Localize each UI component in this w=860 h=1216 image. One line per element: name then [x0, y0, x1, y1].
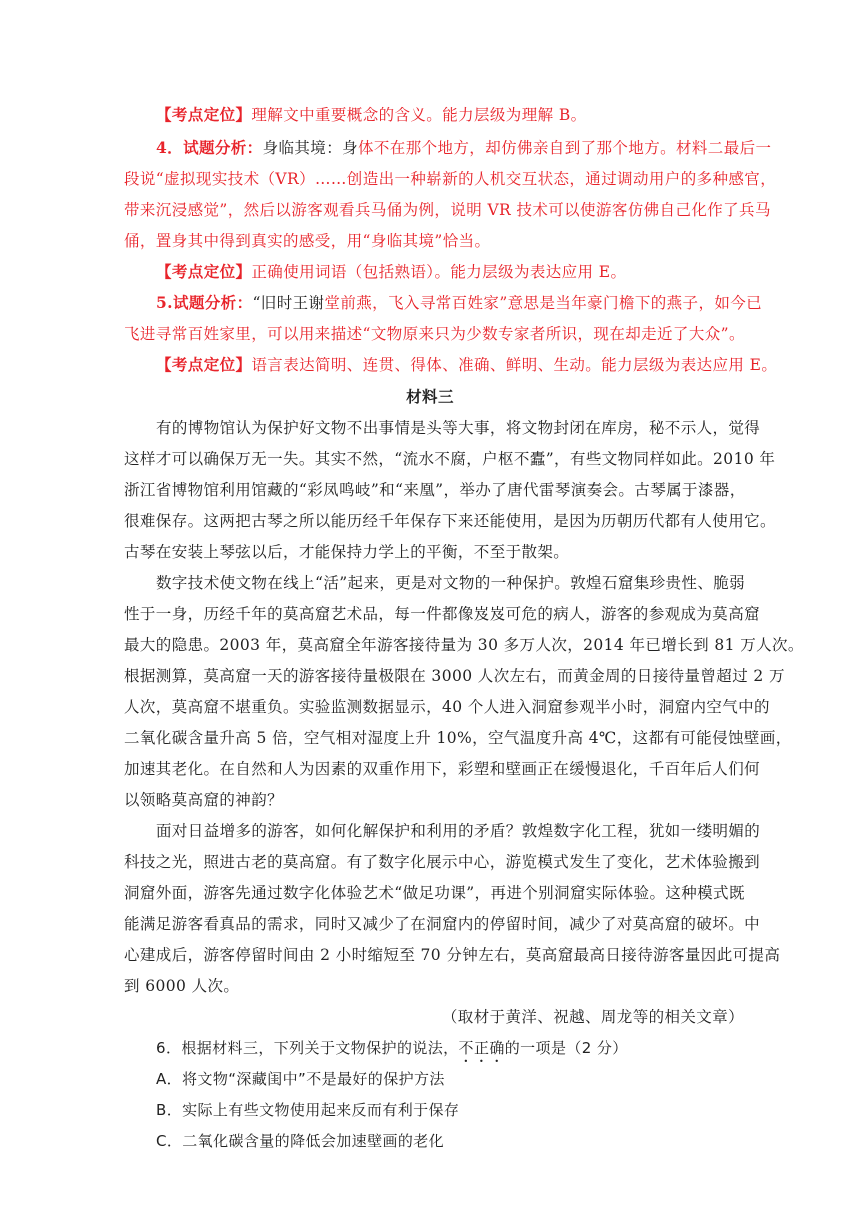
paragraph-line: 数字技术使文物在线上“活”起来，更是对文物的一种保护。敦煌石窟集珍贵性、脆弱	[156, 574, 746, 592]
option-c: C．二氧化碳含量的降低会加速壁画的老化	[156, 1132, 445, 1150]
paragraph-line: 古琴在安装上琴弦以后，才能保持力学上的平衡，不至于散架。	[124, 543, 570, 561]
kaodian-text: 理解文中重要概念的含义。能力层级为理解 B。	[251, 106, 587, 124]
paragraph-line: 加速其老化。在自然和人为因素的双重作用下，彩塑和壁画正在缓慢退化，千百年后人们何	[124, 760, 761, 778]
paragraph-line: 这样才可以确保万无一失。其实不然，“流水不腐，户枢不蠹”，有些文物同样如此。2010 年	[124, 450, 776, 468]
kaodian-line-5	[156, 354, 778, 376]
paragraph-line: 心建成后，游客停留时间由 2 小时缩短至 70 分钟左右，莫高窟最高日接待游客量因此可提高	[124, 946, 781, 964]
paragraph-line: 面对日益增多的游客，如何化解保护和利用的矛盾？敦煌数字化工程，犹如一缕明媚的	[156, 822, 761, 840]
q4-analysis-line-3: 带来沉浸感觉”，然后以游客观看兵马俑为例，说明 VR 技术可以使游客仿佛自己化作了兵马	[124, 201, 771, 219]
paragraph-line: 洞窟外面，游客先通过数字化体验艺术“做足功课”，再进个别洞窟实际体验。这种模式既	[124, 884, 745, 902]
paragraph-line: 以领略莫高窟的神韵？	[124, 791, 284, 809]
paragraph-line: 最大的隐患。2003 年，莫高窟全年游客接待量为 30 多万人次，2014 年已增长到 81 万人次。	[124, 636, 804, 654]
paragraph-line: 到 6000 人次。	[124, 977, 240, 995]
question-stem-b: 的一项是（2 分）	[504, 1039, 628, 1057]
kaodian-tag: 【考点定位】	[156, 262, 252, 281]
paragraph-line: 性于一身，历经千年的莫高窟艺术品，每一件都像岌岌可危的病人，游客的参观成为莫高窟	[124, 605, 761, 623]
paragraph-line: 人次，莫高窟不堪重负。实验监测数据显示，40 个人进入洞窟参观半小时，洞窟内空气中的	[124, 698, 770, 716]
q4-analysis-line-2: 段说“虚拟现实技术（VR）……创造出一种崭新的人机交互状态，通过调动用户的多种感官，	[124, 170, 777, 188]
source-citation: （取材于黄洋、祝越、周龙等的相关文章）	[441, 1008, 744, 1026]
q5-text-b: 堂前燕，飞入寻常百姓家”意思是当年豪门檐下的燕子，如今已	[324, 294, 763, 312]
paragraph-line: 根据测算，莫高窟一天的游客接待量极限在 3000 人次左右，而黄金周的日接待量曾超过 2 万	[124, 667, 785, 685]
q4-number: 4．试题分析：	[156, 138, 263, 157]
kaodian-tag: 【考点定位】	[156, 355, 252, 374]
q4-analysis-line-4: 俑，置身其中得到真实的感受，用“身临其境”恰当。	[124, 232, 491, 250]
kaodian-tag: 【考点定位】	[156, 105, 252, 124]
question-6-stem	[156, 1037, 746, 1066]
q5-text-a: “旧时王谢	[252, 294, 325, 312]
question-stem-a: 6．根据材料三，下列关于文物保护的说法，	[156, 1039, 459, 1057]
option-b: B．实际上有些文物使用起来反而有利于保存	[156, 1101, 460, 1119]
kaodian-line-4	[156, 261, 746, 283]
paragraph-line: 二氧化碳含量升高 5 倍，空气相对湿度上升 10%，空气温度升高 4℃，这都有可能侵蚀壁画，	[124, 729, 792, 747]
q5-analysis-line-2: 飞进寻常百姓家里，可以用来描述“文物原来只为少数专家者所识，现在却走近了大众”。	[124, 325, 745, 343]
material-title: 材料三	[406, 388, 454, 406]
kaodian-text: 正确使用词语（包括熟语）。能力层级为表达应用 E。	[251, 263, 627, 281]
question-emphasis: 不正确	[458, 1039, 505, 1057]
q4-text-a: 身临其境：身	[262, 139, 358, 157]
q5-number: 5.试题分析：	[156, 293, 253, 312]
kaodian-line-3	[156, 104, 746, 126]
q4-analysis-line-1	[156, 137, 772, 159]
kaodian-text: 语言表达简明、连贯、得体、准确、鲜明、生动。能力层级为表达应用 E。	[251, 356, 778, 374]
paragraph-line: 浙江省博物馆利用馆藏的“彩凤鸣岐”和“来凰”，举办了唐代雷琴演奏会。古琴属于漆器，	[124, 481, 746, 499]
paragraph-line: 科技之光，照进古老的莫高窟。有了数字化展示中心，游览模式发生了变化，艺术体验搬到	[124, 853, 761, 871]
q4-text-b: 体不在那个地方，却仿佛亲自到了那个地方。材料二最后一	[358, 139, 772, 157]
option-a: A．将文物“深藏闺中”不是最好的保护方法	[156, 1070, 445, 1088]
paragraph-line: 有的博物馆认为保护好文物不出事情是头等大事，将文物封闭在库房，秘不示人，觉得	[156, 419, 761, 437]
paragraph-line: 很难保存。这两把古琴之所以能历经千年保存下来还能使用，是因为历朝历代都有人使用它。	[124, 512, 776, 530]
paragraph-line: 能满足游客看真品的需求，同时又减少了在洞窟内的停留时间，减少了对莫高窟的破坏。中	[124, 915, 761, 933]
q5-analysis-line-1	[156, 292, 763, 314]
